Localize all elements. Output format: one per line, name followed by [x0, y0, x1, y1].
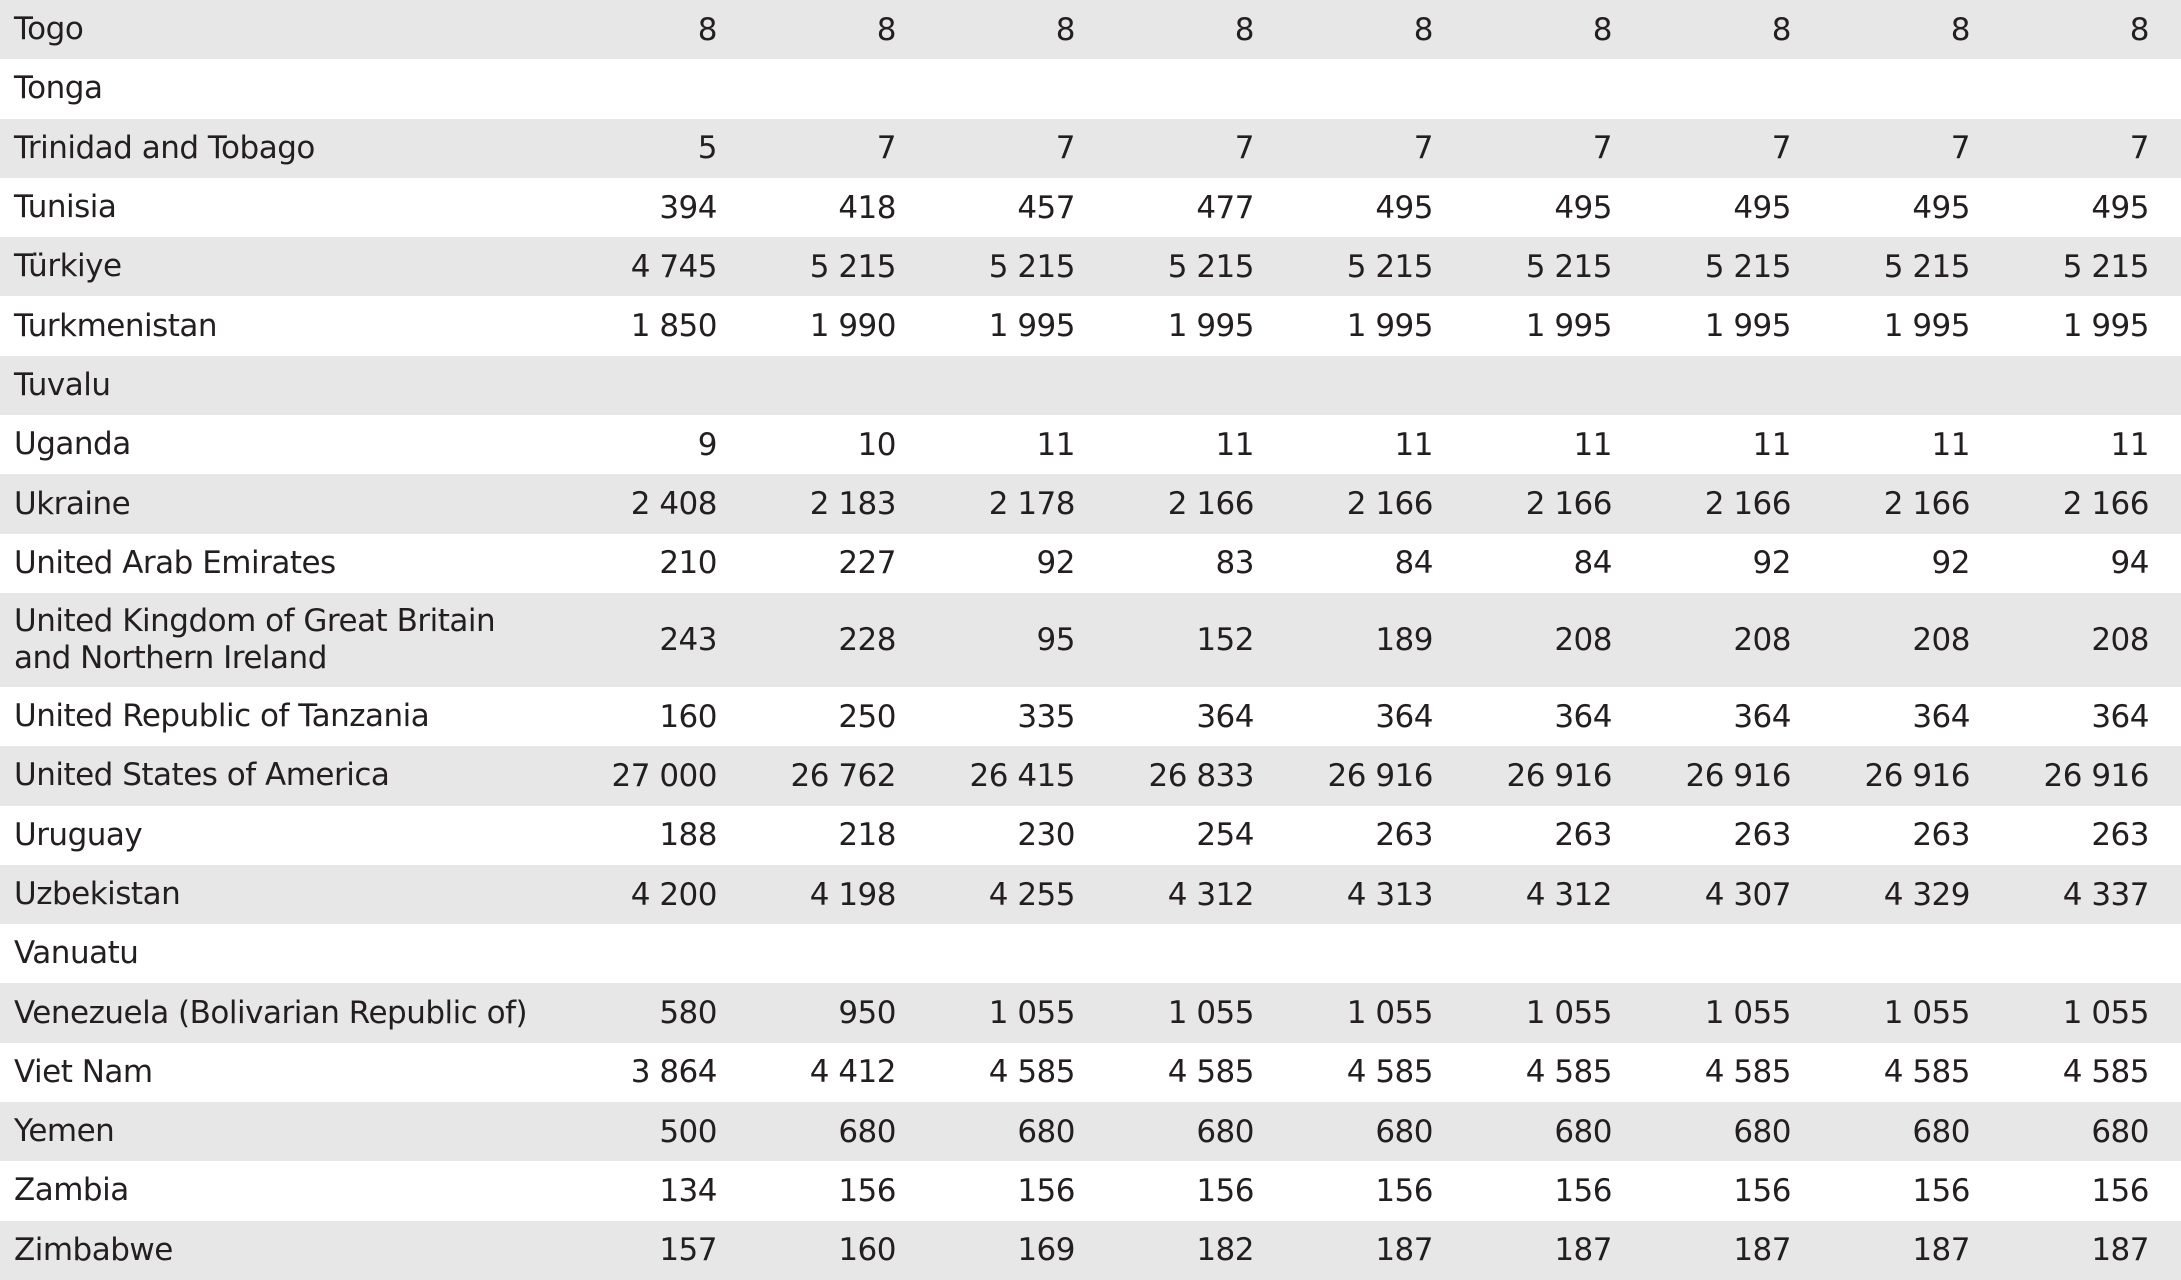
row-padding-cell — [2149, 534, 2181, 593]
country-name-cell: United Arab Emirates — [14, 544, 336, 581]
value-cell: 156 — [2091, 1172, 2149, 1209]
country-name-cell: Yemen — [14, 1113, 115, 1150]
value-cell: 11 — [2110, 426, 2149, 463]
table-row — [0, 534, 2181, 593]
value-cell: 11 — [1036, 426, 1075, 463]
value-cell: 188 — [659, 817, 717, 854]
value-cell: 208 — [1554, 621, 1612, 658]
table-row — [0, 1102, 2181, 1161]
value-cell: 7 — [876, 130, 896, 167]
row-padding-cell — [2149, 59, 2181, 118]
value-cell: 182 — [1196, 1232, 1254, 1269]
value-cell: 26 833 — [1148, 757, 1254, 794]
row-padding-cell — [2149, 178, 2181, 237]
value-cell: 208 — [1912, 621, 1970, 658]
value-cell — [1970, 924, 2149, 983]
value-cell: 11 — [1931, 426, 1970, 463]
value-cell: 1 995 — [1525, 308, 1612, 345]
value-cell — [538, 59, 717, 118]
value-cell: 92 — [1931, 545, 1970, 582]
value-cell: 1 055 — [1167, 995, 1254, 1032]
table-row — [0, 1221, 2181, 1280]
value-cell: 680 — [1017, 1113, 1075, 1150]
value-cell: 4 337 — [2062, 876, 2149, 913]
country-name-cell: Tonga — [14, 70, 103, 107]
value-cell: 7 — [1950, 130, 1970, 167]
country-name-cell: United States of America — [14, 757, 390, 794]
table-row — [0, 0, 2181, 59]
value-cell: 7 — [1592, 130, 1612, 167]
value-cell: 1 995 — [1346, 308, 1433, 345]
value-cell — [538, 924, 717, 983]
value-cell — [1075, 356, 1254, 415]
value-cell: 263 — [1554, 817, 1612, 854]
country-name-cell: Vanuatu — [14, 935, 139, 972]
country-name-cell: Türkiye — [14, 248, 122, 285]
value-cell: 94 — [2110, 545, 2149, 582]
value-cell: 156 — [1912, 1172, 1970, 1209]
value-cell: 156 — [1375, 1172, 1433, 1209]
value-cell: 580 — [659, 995, 717, 1032]
value-cell: 364 — [2091, 698, 2149, 735]
country-name-cell: Togo — [14, 11, 84, 48]
value-cell: 263 — [1375, 817, 1433, 854]
row-padding-cell — [2149, 119, 2181, 178]
table-row — [0, 1043, 2181, 1102]
value-cell: 218 — [838, 817, 896, 854]
value-cell — [1433, 356, 1612, 415]
value-cell — [1075, 59, 1254, 118]
value-cell: 418 — [838, 189, 896, 226]
value-cell: 243 — [659, 621, 717, 658]
value-cell: 250 — [838, 698, 896, 735]
value-cell: 495 — [1912, 189, 1970, 226]
value-cell: 1 055 — [2062, 995, 2149, 1032]
table-row — [0, 806, 2181, 865]
value-cell: 5 215 — [1525, 248, 1612, 285]
value-cell: 5 215 — [1704, 248, 1791, 285]
table-row — [0, 356, 2181, 415]
value-cell: 156 — [1733, 1172, 1791, 1209]
value-cell: 156 — [1196, 1172, 1254, 1209]
country-name-cell: Zambia — [14, 1172, 129, 1209]
value-cell — [1254, 356, 1433, 415]
value-cell: 4 313 — [1346, 876, 1433, 913]
value-cell: 26 916 — [1506, 757, 1612, 794]
value-cell — [1970, 59, 2149, 118]
value-cell: 156 — [838, 1172, 896, 1209]
country-name-cell: Ukraine — [14, 485, 131, 522]
country-name-cell: Viet Nam — [14, 1053, 153, 1090]
value-cell: 8 — [1234, 11, 1254, 48]
row-padding-cell — [2149, 1043, 2181, 1102]
value-cell: 364 — [1912, 698, 1970, 735]
value-cell: 4 585 — [1346, 1054, 1433, 1091]
country-name-cell: Uruguay — [14, 816, 143, 853]
value-cell: 230 — [1017, 817, 1075, 854]
value-cell: 4 585 — [988, 1054, 1075, 1091]
value-cell: 7 — [1234, 130, 1254, 167]
value-cell: 8 — [1592, 11, 1612, 48]
value-cell: 254 — [1196, 817, 1254, 854]
value-cell — [896, 59, 1075, 118]
value-cell — [1791, 924, 1970, 983]
value-cell: 4 585 — [1167, 1054, 1254, 1091]
row-padding-cell — [2149, 983, 2181, 1042]
value-cell: 2 178 — [988, 486, 1075, 523]
country-name-cell: Tuvalu — [14, 366, 111, 403]
table-row — [0, 746, 2181, 805]
row-padding-cell — [2149, 924, 2181, 983]
value-cell: 26 916 — [1327, 757, 1433, 794]
value-cell: 5 — [697, 130, 717, 167]
country-name-cell: Zimbabwe — [14, 1231, 173, 1268]
row-padding-cell — [2149, 1102, 2181, 1161]
value-cell: 495 — [1733, 189, 1791, 226]
value-cell — [538, 356, 717, 415]
value-cell: 26 415 — [969, 757, 1075, 794]
value-cell: 2 166 — [1704, 486, 1791, 523]
value-cell: 95 — [1036, 621, 1075, 658]
value-cell: 8 — [876, 11, 896, 48]
value-cell: 364 — [1733, 698, 1791, 735]
row-padding-cell — [2149, 474, 2181, 533]
value-cell: 1 055 — [1883, 995, 1970, 1032]
value-cell: 1 995 — [988, 308, 1075, 345]
country-name-cell: Venezuela (Bolivarian Republic of) — [14, 994, 528, 1031]
row-padding-cell — [2149, 0, 2181, 59]
value-cell: 169 — [1017, 1232, 1075, 1269]
value-cell: 1 055 — [1525, 995, 1612, 1032]
value-cell: 8 — [1055, 11, 1075, 48]
value-cell: 187 — [1912, 1232, 1970, 1269]
value-cell: 187 — [1554, 1232, 1612, 1269]
value-cell: 495 — [2091, 189, 2149, 226]
value-cell: 2 166 — [2062, 486, 2149, 523]
value-cell: 680 — [1912, 1113, 1970, 1150]
table-row — [0, 983, 2181, 1042]
value-cell: 4 585 — [1883, 1054, 1970, 1091]
value-cell: 4 312 — [1167, 876, 1254, 913]
table-row — [0, 593, 2181, 687]
value-cell: 5 215 — [1167, 248, 1254, 285]
row-padding-cell — [2149, 593, 2181, 687]
value-cell: 4 585 — [2062, 1054, 2149, 1091]
table-row — [0, 687, 2181, 746]
row-padding-cell — [2149, 1161, 2181, 1220]
value-cell: 680 — [1554, 1113, 1612, 1150]
value-cell: 680 — [1375, 1113, 1433, 1150]
row-padding-cell — [2149, 415, 2181, 474]
value-cell: 210 — [659, 545, 717, 582]
value-cell: 1 995 — [1167, 308, 1254, 345]
country-name-cell: Turkmenistan — [14, 307, 218, 344]
table-row — [0, 1161, 2181, 1220]
table-row — [0, 237, 2181, 296]
value-cell: 4 329 — [1883, 876, 1970, 913]
value-cell — [1970, 356, 2149, 415]
value-cell: 7 — [1413, 130, 1433, 167]
value-cell: 457 — [1017, 189, 1075, 226]
value-cell: 11 — [1573, 426, 1612, 463]
value-cell: 1 990 — [809, 308, 896, 345]
value-cell: 187 — [2091, 1232, 2149, 1269]
value-cell: 84 — [1573, 545, 1612, 582]
value-cell: 4 307 — [1704, 876, 1791, 913]
value-cell: 1 055 — [1346, 995, 1433, 1032]
value-cell: 160 — [659, 698, 717, 735]
value-cell: 364 — [1375, 698, 1433, 735]
table-row — [0, 59, 2181, 118]
value-cell — [1254, 59, 1433, 118]
value-cell: 1 055 — [1704, 995, 1791, 1032]
value-cell: 2 166 — [1346, 486, 1433, 523]
value-cell: 5 215 — [1346, 248, 1433, 285]
value-cell: 208 — [2091, 621, 2149, 658]
value-cell: 187 — [1733, 1232, 1791, 1269]
value-cell: 7 — [1055, 130, 1075, 167]
value-cell: 11 — [1215, 426, 1254, 463]
value-cell: 26 916 — [2043, 757, 2149, 794]
value-cell: 152 — [1196, 621, 1254, 658]
value-cell — [1075, 924, 1254, 983]
value-cell: 4 585 — [1525, 1054, 1612, 1091]
value-cell: 680 — [838, 1113, 896, 1150]
value-cell: 134 — [659, 1172, 717, 1209]
value-cell: 5 215 — [1883, 248, 1970, 285]
value-cell: 26 916 — [1864, 757, 1970, 794]
value-cell — [1433, 924, 1612, 983]
value-cell: 208 — [1733, 621, 1791, 658]
value-cell: 92 — [1752, 545, 1791, 582]
value-cell: 4 200 — [630, 876, 717, 913]
value-cell: 7 — [1771, 130, 1791, 167]
value-cell: 2 166 — [1167, 486, 1254, 523]
country-name-cell: United Kingdom of Great Britain and Northern Ireland — [14, 602, 496, 676]
value-cell: 4 745 — [630, 248, 717, 285]
table-row — [0, 119, 2181, 178]
value-cell: 11 — [1394, 426, 1433, 463]
value-cell: 263 — [1733, 817, 1791, 854]
table-row — [0, 865, 2181, 924]
value-cell: 680 — [2091, 1113, 2149, 1150]
value-cell: 5 215 — [809, 248, 896, 285]
value-cell: 335 — [1017, 698, 1075, 735]
table-row — [0, 178, 2181, 237]
value-cell: 495 — [1554, 189, 1612, 226]
row-padding-cell — [2149, 237, 2181, 296]
value-cell: 156 — [1017, 1172, 1075, 1209]
value-cell: 7 — [2129, 130, 2149, 167]
value-cell: 4 312 — [1525, 876, 1612, 913]
country-name-cell: United Republic of Tanzania — [14, 698, 430, 735]
row-padding-cell — [2149, 865, 2181, 924]
value-cell — [717, 356, 896, 415]
value-cell: 4 198 — [809, 876, 896, 913]
value-cell: 27 000 — [611, 757, 717, 794]
value-cell: 4 412 — [809, 1054, 896, 1091]
value-cell: 227 — [838, 545, 896, 582]
value-cell: 5 215 — [2062, 248, 2149, 285]
country-name-cell: Uganda — [14, 426, 131, 463]
value-cell — [896, 356, 1075, 415]
value-cell: 680 — [1196, 1113, 1254, 1150]
value-cell — [717, 924, 896, 983]
value-cell: 8 — [1413, 11, 1433, 48]
value-cell — [1612, 59, 1791, 118]
value-cell: 187 — [1375, 1232, 1433, 1269]
value-cell: 189 — [1375, 621, 1433, 658]
table-row — [0, 415, 2181, 474]
row-padding-cell — [2149, 687, 2181, 746]
row-padding-cell — [2149, 746, 2181, 805]
row-padding-cell — [2149, 1221, 2181, 1280]
value-cell: 8 — [1771, 11, 1791, 48]
value-cell: 364 — [1554, 698, 1612, 735]
row-padding-cell — [2149, 296, 2181, 355]
value-cell: 950 — [838, 995, 896, 1032]
value-cell — [1791, 59, 1970, 118]
value-cell: 11 — [1752, 426, 1791, 463]
value-cell: 157 — [659, 1232, 717, 1269]
table-row — [0, 296, 2181, 355]
value-cell: 3 864 — [630, 1054, 717, 1091]
value-cell: 8 — [697, 11, 717, 48]
value-cell: 8 — [2129, 11, 2149, 48]
value-cell: 8 — [1950, 11, 1970, 48]
value-cell: 1 995 — [2062, 308, 2149, 345]
value-cell: 84 — [1394, 545, 1433, 582]
value-cell: 680 — [1733, 1113, 1791, 1150]
value-cell: 495 — [1375, 189, 1433, 226]
value-cell — [896, 924, 1075, 983]
value-cell: 5 215 — [988, 248, 1075, 285]
country-name-cell: Trinidad and Tobago — [14, 129, 315, 166]
row-padding-cell — [2149, 806, 2181, 865]
value-cell: 10 — [857, 426, 896, 463]
value-cell: 92 — [1036, 545, 1075, 582]
value-cell: 2 166 — [1525, 486, 1612, 523]
value-cell — [1612, 356, 1791, 415]
value-cell: 500 — [659, 1113, 717, 1150]
value-cell: 160 — [838, 1232, 896, 1269]
value-cell: 1 055 — [988, 995, 1075, 1032]
value-cell: 263 — [2091, 817, 2149, 854]
value-cell: 4 585 — [1704, 1054, 1791, 1091]
value-cell: 2 166 — [1883, 486, 1970, 523]
value-cell: 394 — [659, 189, 717, 226]
value-cell — [717, 59, 896, 118]
value-cell: 1 995 — [1883, 308, 1970, 345]
value-cell: 1 850 — [630, 308, 717, 345]
value-cell: 2 183 — [809, 486, 896, 523]
value-cell: 9 — [697, 426, 717, 463]
country-name-cell: Tunisia — [14, 189, 117, 226]
value-cell — [1791, 356, 1970, 415]
row-padding-cell — [2149, 356, 2181, 415]
table-row — [0, 924, 2181, 983]
value-cell: 26 762 — [790, 757, 896, 794]
value-cell: 228 — [838, 621, 896, 658]
value-cell: 156 — [1554, 1172, 1612, 1209]
value-cell: 4 255 — [988, 876, 1075, 913]
value-cell: 26 916 — [1685, 757, 1791, 794]
value-cell: 263 — [1912, 817, 1970, 854]
value-cell: 477 — [1196, 189, 1254, 226]
value-cell: 1 995 — [1704, 308, 1791, 345]
table-row — [0, 474, 2181, 533]
value-cell — [1433, 59, 1612, 118]
value-cell: 83 — [1215, 545, 1254, 582]
value-cell: 364 — [1196, 698, 1254, 735]
value-cell: 2 408 — [630, 486, 717, 523]
country-name-cell: Uzbekistan — [14, 876, 181, 912]
value-cell — [1254, 924, 1433, 983]
value-cell — [1612, 924, 1791, 983]
